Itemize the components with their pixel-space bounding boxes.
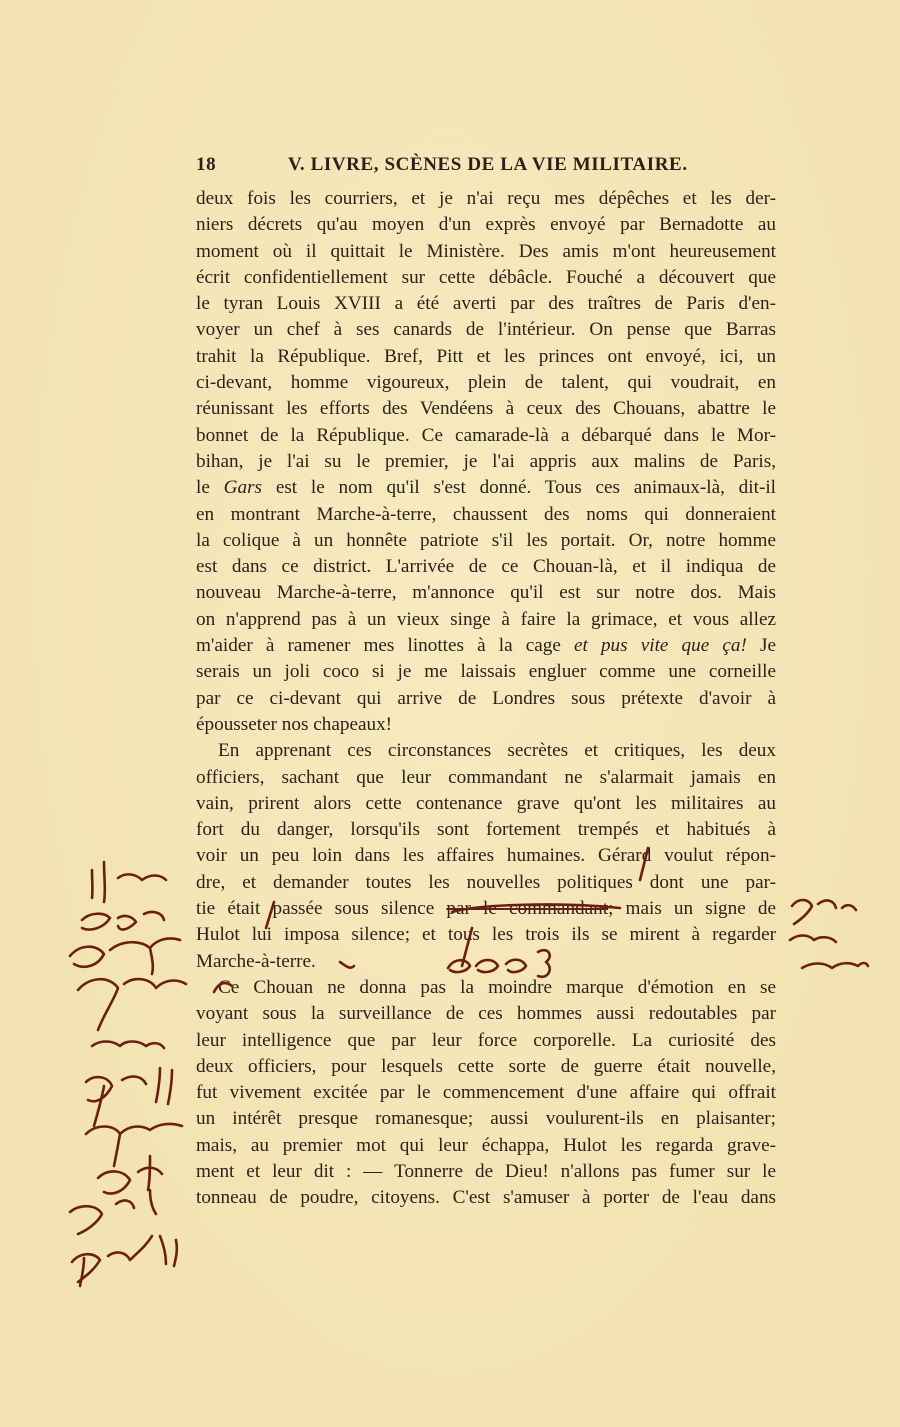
- text-line: [196, 475, 776, 501]
- paragraph-end-line: Marche-à-terre.: [196, 950, 316, 972]
- text-line: leur intelligence que par leur force corporelle. La curiosité des: [196, 1029, 776, 1051]
- page-header: [196, 154, 776, 184]
- text-line: Ce Chouan ne donna pas la moindre marque d'émotion en se: [218, 976, 776, 998]
- text-run: tie était passée sous silence: [196, 898, 447, 920]
- text-run: ; mais un signe de: [608, 898, 777, 920]
- text-line: [196, 896, 776, 922]
- text-line: ci-devant, homme vigoureux, plein de talent, qui voudrait, en: [196, 372, 776, 394]
- right-margin-handwriting: [790, 900, 868, 968]
- text-line: deux officiers, pour lesquels cette sorte de guerre était nouvelle,: [196, 1055, 776, 1077]
- text-line: par ce ci-devant qui arrive de Londres sous prétexte d'avoir à: [196, 687, 776, 709]
- text-line: est dans ce district. L'arrivée de ce Chouan-là, et il indiqua de: [196, 556, 776, 578]
- text-line: le tyran Louis XVIII a été averti par des traîtres de Paris d'en-: [196, 293, 776, 315]
- text-line: voir un peu loin dans les affaires humaines. Gérard voulut répon-: [196, 845, 776, 867]
- page-number: 18: [196, 154, 217, 175]
- text-line: fort du danger, lorsqu'ils sont fortement trempés et habitués à: [196, 819, 776, 841]
- text-line: bihan, je l'ai su le premier, je l'ai appris aux malins de Paris,: [196, 450, 776, 472]
- italic-text: Gars: [223, 477, 263, 499]
- text-line: voyant sous la surveillance de ces hommes aussi redoutables par: [196, 1003, 776, 1025]
- text-line: tonneau de poudre, citoyens. C'est s'amuser à porter de l'eau dans: [196, 1187, 776, 1209]
- text-line: nouveau Marche-à-terre, m'annonce qu'il est sur notre dos. Mais: [196, 582, 776, 604]
- text-line: un intérêt presque romanesque; aussi voulurent-ils en plaisanter;: [196, 1108, 776, 1130]
- text-line: voyer un chef à ses canards de l'intérieur. On pense que Barras: [196, 319, 776, 341]
- text-line: vain, prirent alors cette contenance grave qu'ont les militaires au: [196, 792, 776, 814]
- italic-text: et pus vite que ça!: [573, 635, 747, 657]
- text-line: écrit confidentiellement sur cette débâcle. Fouché a découvert que: [196, 266, 776, 288]
- text-line: mais, au premier mot qui leur échappa, Hulot les regarda grave-: [196, 1134, 776, 1156]
- text-line: la colique à un honnête patriote s'il les portait. Or, notre homme: [196, 529, 776, 551]
- text-run: le: [196, 477, 224, 499]
- text-line: [196, 633, 776, 659]
- running-title: V. LIVRE, SCÈNES DE LA VIE MILITAIRE.: [288, 154, 688, 175]
- text-line: on n'apprend pas à un vieux singe à faire la grimace, et vous allez: [196, 608, 776, 630]
- text-line: deux fois les courriers, et je n'ai reçu mes dépêches et les der-: [196, 188, 776, 209]
- text-line: moment où il quittait le Ministère. Des amis m'ont heureusement: [196, 240, 776, 262]
- left-margin-handwriting: [70, 862, 186, 1286]
- text-line: fut vivement excitée par le commencement d'une affaire qui offrait: [196, 1082, 776, 1104]
- text-line: en montrant Marche-à-terre, chaussent des noms qui donneraient: [196, 503, 776, 525]
- text-line: trahit la République. Bref, Pitt et les princes ont envoyé, ici, un: [196, 345, 776, 367]
- struck-text: par le commandant: [446, 898, 609, 920]
- text-run: m'aider à ramener mes linottes à la cage: [196, 635, 574, 657]
- text-line: serais un joli coco si je me laissais engluer comme une corneille: [196, 661, 776, 683]
- text-line: ment et leur dit : — Tonnerre de Dieu! n'allons pas fumer sur le: [196, 1160, 776, 1182]
- text-run: est le nom qu'il s'est donné. Tous ces animaux-là, dit-il: [262, 477, 776, 499]
- text-line: officiers, sachant que leur commandant ne s'alarmait jamais en: [196, 766, 776, 788]
- body-text: [196, 186, 776, 1212]
- paragraph-end-line: épousseter nos chapeaux!: [196, 713, 393, 735]
- text-run: Je: [746, 635, 776, 657]
- text-line: niers décrets qu'au moyen d'un exprès envoyé par Bernadotte au: [196, 214, 776, 236]
- text-line: dre, et demander toutes les nouvelles politiques dont une par-: [196, 871, 776, 893]
- text-line: réunissant les efforts des Vendéens à ceux des Chouans, abattre le: [196, 398, 776, 420]
- text-line: bonnet de la République. Ce camarade-là a débarqué dans le Mor-: [196, 424, 776, 446]
- text-line: Hulot lui imposa silence; et tous les trois ils se mirent à regarder: [196, 924, 776, 946]
- text-line: En apprenant ces circonstances secrètes et critiques, les deux: [218, 740, 776, 762]
